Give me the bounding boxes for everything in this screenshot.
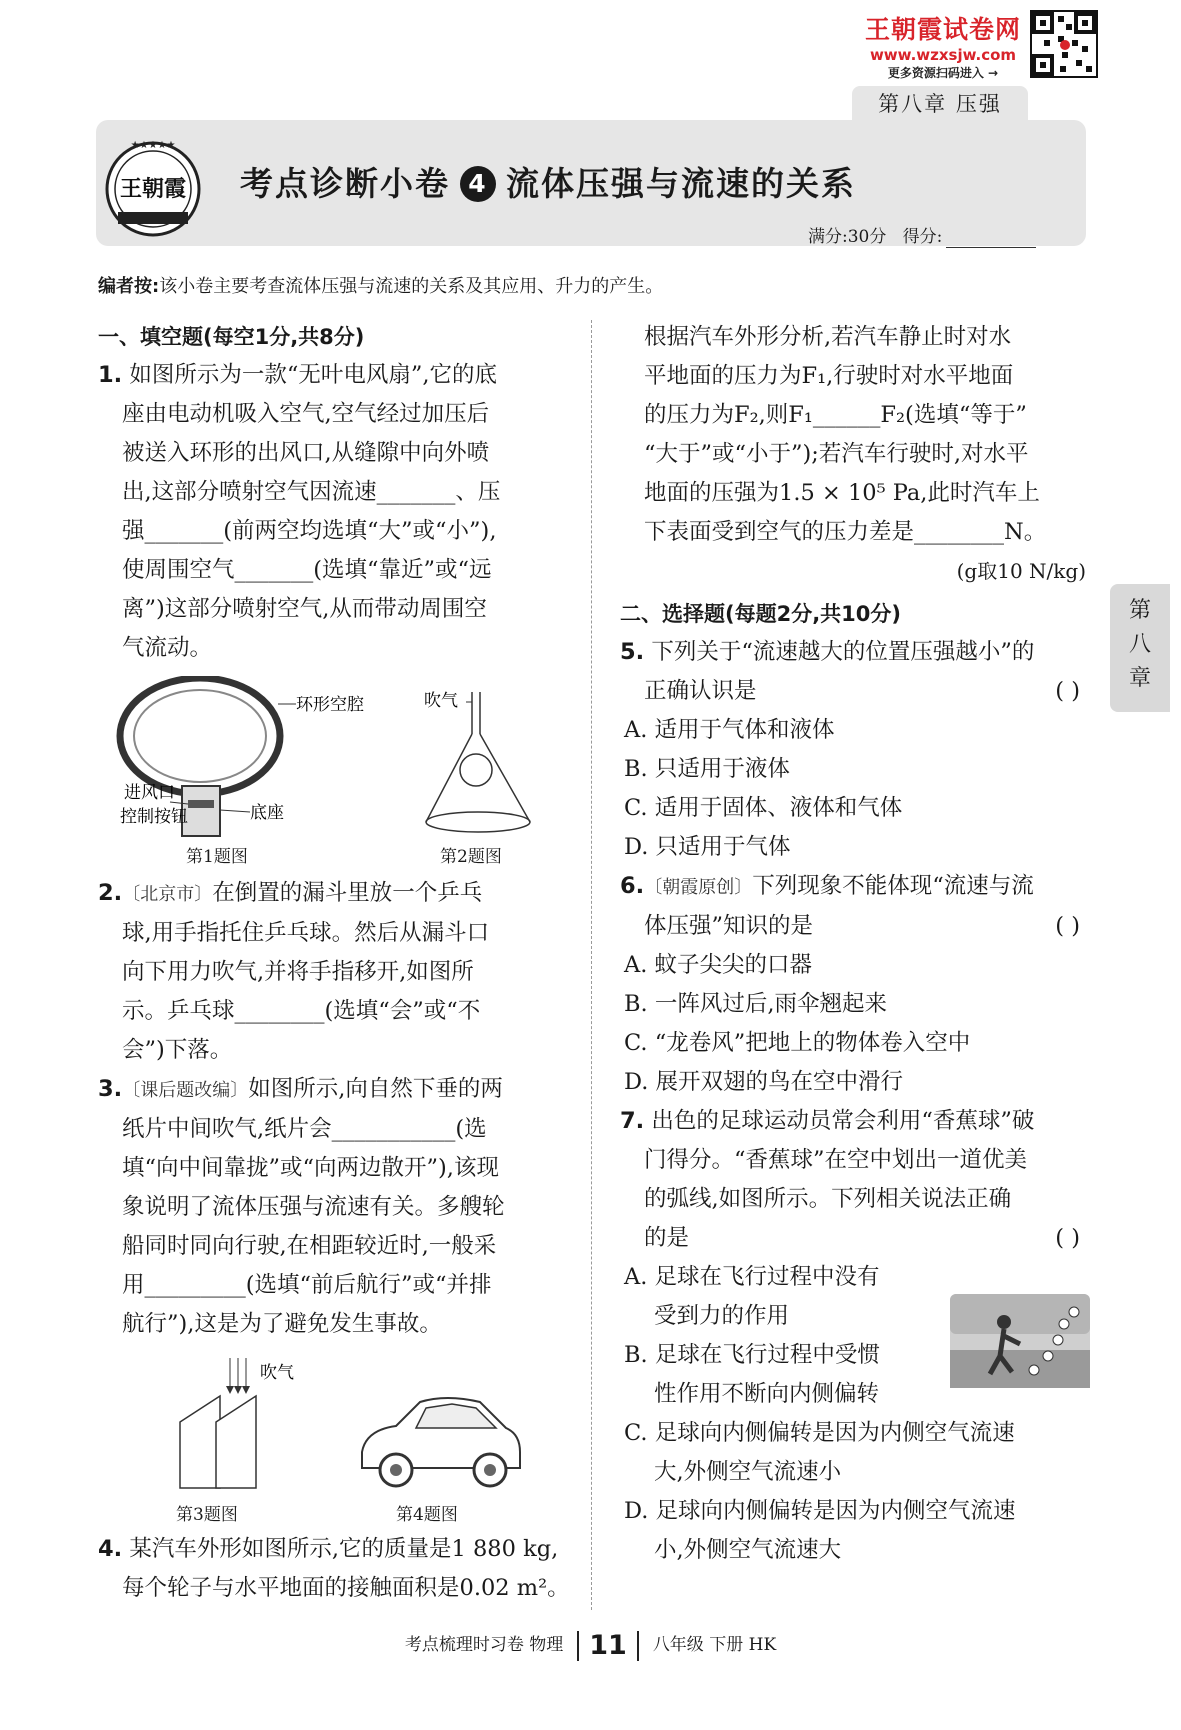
q5-line: 正确认识是	[644, 678, 757, 704]
q3-line: 纸片中间吹气,纸片会___________(选	[122, 1116, 487, 1142]
editor-note	[98, 272, 1078, 298]
figure-1-caption: 第1题图	[186, 847, 248, 867]
q4-note: (g取10 N/kg)	[956, 559, 1086, 583]
page-footer	[0, 1630, 1181, 1661]
qr-code-icon[interactable]	[1030, 10, 1098, 78]
editor-note-label: 编者按:	[98, 276, 160, 297]
q7-line: 门得分。“香蕉球”在空中划出一道优美	[644, 1147, 1028, 1173]
section-title-fill: 一、填空题(每空1分,共8分)	[98, 325, 365, 349]
question-number: 2.	[98, 880, 123, 906]
option-b[interactable]: B. 足球在飞行过程中受惯	[624, 1342, 880, 1368]
q1-line: 座由电动机吸入空气,空气经过加压后	[122, 401, 490, 427]
title-prefix: 考点诊断小卷	[240, 164, 450, 203]
q1-line: 被送入环形的出风口,从缝隙中向外喷	[122, 440, 490, 466]
figure-4-car	[356, 1390, 526, 1500]
side-tab-char: 八	[1128, 632, 1151, 657]
score-label: 得分:	[902, 227, 943, 247]
q1-line: 出,这部分喷射空气因流速_______、压	[122, 479, 501, 505]
question-number: 1.	[98, 362, 123, 388]
fig3-blow-label: 吹气	[260, 1363, 294, 1383]
score-blank[interactable]	[946, 227, 1036, 248]
figure-2-caption: 第2题图	[440, 847, 502, 867]
option-c[interactable]: C. 适用于固体、液体和气体	[624, 795, 903, 821]
editor-note-text: 该小卷主要考查流体压强与流速的关系及其应用、升力的产生。	[159, 276, 664, 297]
side-tab-char: 第	[1128, 598, 1151, 623]
option-d[interactable]: D. 只适用于气体	[624, 834, 791, 860]
column-divider	[591, 320, 592, 1610]
footer-right: 八年级 下册 HK	[652, 1635, 777, 1655]
q2-line: 在倒置的漏斗里放一个乒乓	[212, 880, 483, 906]
option-a[interactable]: A. 适用于气体和液体	[624, 717, 835, 743]
brand-header	[858, 10, 1028, 81]
option-a-cont[interactable]: 受到力的作用	[654, 1303, 790, 1329]
option-b[interactable]: B. 一阵风过后,雨伞翘起来	[624, 991, 887, 1017]
score-line	[808, 222, 1036, 248]
figure-1-fan	[110, 676, 370, 846]
q4-line: 平地面的压力为F₁,行驶时对水平地面	[644, 363, 1014, 389]
q4-line: 根据汽车外形分析,若汽车静止时对水	[644, 324, 1012, 350]
q2-line: 会”)下落。	[122, 1037, 233, 1063]
question-number: 4.	[98, 1536, 123, 1562]
question-number: 5.	[620, 639, 645, 665]
left-column-bottom	[98, 1530, 580, 1608]
question-number: 6.	[620, 873, 645, 899]
q4-line: “大于”或“小于”);若汽车行驶时,对水平	[644, 441, 1029, 467]
figure-3-caption: 第3题图	[176, 1505, 238, 1525]
question-number: 7.	[620, 1108, 645, 1134]
fig1-base-label: 底座	[250, 803, 284, 823]
full-score: 满分:30分	[808, 227, 887, 247]
option-c-cont[interactable]: 大,外侧空气流速小	[654, 1459, 842, 1485]
logo-text: 王朝霞	[119, 176, 187, 202]
brand-url[interactable]: www.wzxsjw.com	[869, 46, 1017, 64]
q7-line: 出色的足球运动员常会利用“香蕉球”破	[651, 1108, 1035, 1134]
option-a[interactable]: A. 蚊子尖尖的口器	[624, 952, 813, 978]
q2-line: 示。乒乓球________(选填“会”或“不	[122, 998, 481, 1024]
answer-paren[interactable]: ( )	[1055, 678, 1080, 704]
q7-line: 的是	[644, 1225, 690, 1251]
option-b[interactable]: B. 只适用于液体	[624, 756, 790, 782]
q4-line: 每个轮子与水平地面的接触面积是0.02 m²。	[122, 1575, 570, 1601]
footer-left: 考点梳理时习卷 物理	[404, 1635, 564, 1655]
question-number: 3.	[98, 1076, 123, 1102]
answer-paren[interactable]: ( )	[1055, 913, 1080, 939]
left-column-top	[98, 318, 572, 668]
option-b-cont[interactable]: 性作用不断向内侧偏转	[654, 1381, 880, 1407]
brand-tip: 更多资源扫码进入 →	[887, 66, 999, 80]
question-source-tag: 〔朝霞原创〕	[644, 877, 753, 898]
fig1-ring-label: 环形空腔	[296, 695, 364, 715]
option-a[interactable]: A. 足球在飞行过程中没有	[624, 1264, 880, 1290]
q4-line: 下表面受到空气的压力差是________N。	[644, 519, 1047, 545]
q3-line: 象说明了流体压强与流速有关。多艘轮	[122, 1194, 505, 1220]
brand-logo-icon	[104, 140, 202, 238]
figure-3-paper	[170, 1356, 330, 1496]
q3-line: 如图所示,向自然下垂的两	[248, 1076, 503, 1102]
q7-line: 的弧线,如图所示。下列相关说法正确	[644, 1186, 1012, 1212]
q1-line: 如图所示为一款“无叶电风扇”,它的底	[129, 362, 498, 388]
question-source-tag: 〔北京市〕	[122, 884, 213, 905]
fig1-inlet-label: 进风口	[124, 783, 175, 803]
answer-paren[interactable]: ( )	[1055, 1225, 1080, 1251]
q1-line: 离”)这部分喷射空气,从而带动周围空	[122, 596, 487, 622]
left-column-middle	[98, 874, 572, 1344]
q3-line: 填“向中间靠拢”或“向两边散开”),该现	[122, 1155, 499, 1181]
q2-line: 球,用手指托住乒乓球。然后从漏斗口	[122, 920, 490, 946]
figure-7-football-photo	[950, 1294, 1090, 1388]
title-suffix: 流体压强与流速的关系	[506, 164, 856, 203]
side-chapter-tab	[1110, 584, 1170, 712]
option-c[interactable]: C. “龙卷风”把地上的物体卷入空中	[624, 1030, 971, 1056]
side-tab-char: 章	[1128, 666, 1151, 691]
fig1-button-label: 控制按钮	[120, 807, 188, 827]
q1-line: 强_______(前两空均选填“大”或“小”),	[122, 518, 497, 544]
q4-line: 的压力为F₂,则F₁______F₂(选填“等于”	[644, 402, 1027, 428]
option-d[interactable]: D. 展开双翅的鸟在空中滑行	[624, 1069, 904, 1095]
q6-line: 下列现象不能体现“流速与流	[752, 873, 1034, 899]
section-title-choice: 二、选择题(每题2分,共10分)	[620, 602, 902, 626]
q3-line: 船同时同向行驶,在相距较近时,一般采	[122, 1233, 497, 1259]
q6-line: 体压强”知识的是	[644, 913, 814, 939]
q3-line: 航行”),这是为了避免发生事故。	[122, 1311, 442, 1337]
option-c[interactable]: C. 足球向内侧偏转是因为内侧空气流速	[624, 1420, 1015, 1446]
figure-2-funnel	[416, 690, 556, 840]
q1-line: 使周围空气_______(选填“靠近”或“远	[122, 557, 492, 583]
chapter-tab: 第八章 压强	[852, 86, 1028, 122]
page-number: 11	[577, 1631, 639, 1661]
q5-line: 下列关于“流速越大的位置压强越小”的	[651, 639, 1035, 665]
svg-text:★★★★★: ★★★★★	[130, 140, 176, 151]
figure-4-caption: 第4题图	[396, 1505, 458, 1525]
q1-line: 气流动。	[122, 635, 213, 661]
option-d[interactable]: D. 足球向内侧偏转是因为内侧空气流速	[624, 1498, 1016, 1524]
question-source-tag: 〔课后题改编〕	[122, 1080, 249, 1101]
title-number: 4	[460, 166, 496, 202]
option-d-cont[interactable]: 小,外侧空气流速大	[654, 1537, 842, 1563]
q3-line: 用_________(选填“前后航行”或“并排	[122, 1272, 492, 1298]
q4-line: 某汽车外形如图所示,它的质量是1 880 kg,	[129, 1536, 559, 1562]
page-title	[240, 158, 856, 205]
q2-line: 向下用力吹气,并将手指移开,如图所	[122, 959, 474, 985]
q4-line: 地面的压强为1.5 × 10⁵ Pa,此时汽车上	[644, 480, 1040, 506]
fig2-blow-label: 吹气	[424, 691, 458, 711]
brand-name: 王朝霞试卷网	[864, 15, 1021, 44]
